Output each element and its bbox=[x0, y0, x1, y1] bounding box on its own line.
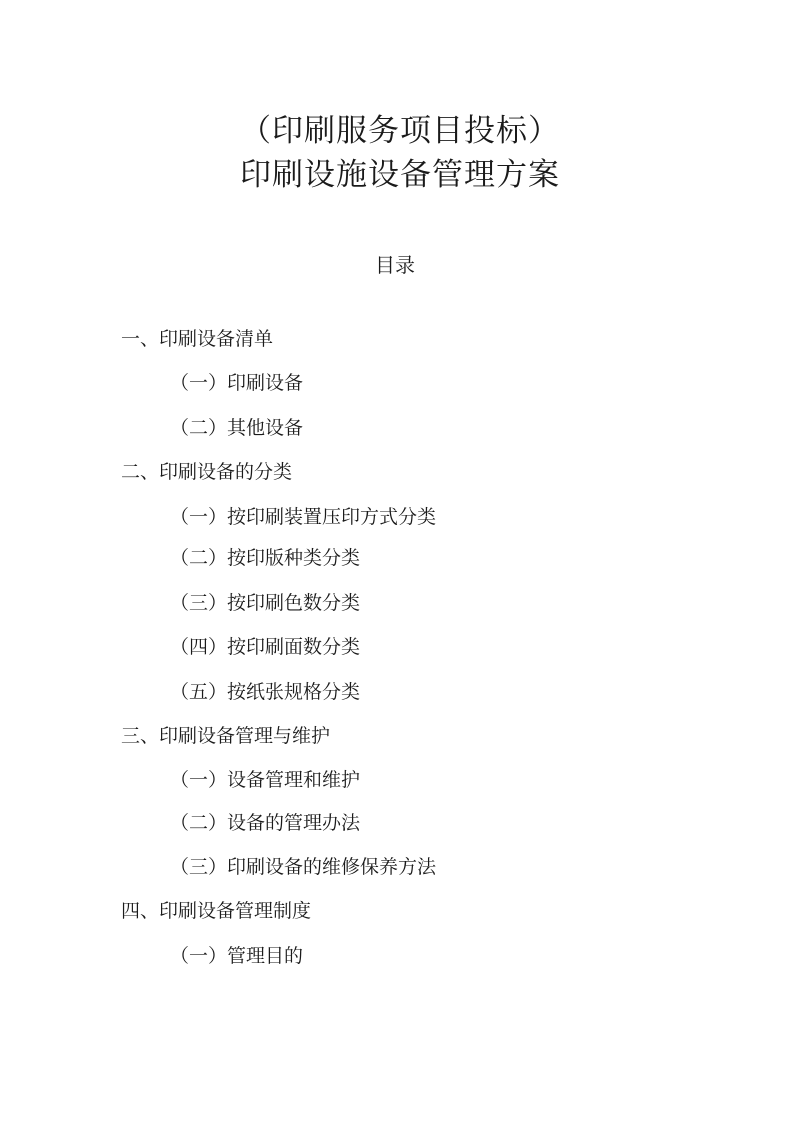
toc-item-section-4[interactable]: 四、印刷设备管理制度 bbox=[121, 900, 312, 922]
toc-heading: 目录 bbox=[375, 253, 415, 277]
toc-item-section-2[interactable]: 二、印刷设备的分类 bbox=[121, 461, 293, 483]
toc-item-section-1[interactable]: 一、印刷设备清单 bbox=[121, 328, 274, 350]
toc-item-1-1[interactable]: （一）印刷设备 bbox=[170, 372, 304, 394]
toc-item-2-3[interactable]: （三）按印刷色数分类 bbox=[170, 592, 361, 614]
toc-item-2-4[interactable]: （四）按印刷面数分类 bbox=[170, 636, 361, 658]
toc-item-3-2[interactable]: （二）设备的管理办法 bbox=[170, 812, 361, 834]
toc-item-2-1[interactable]: （一）按印刷装置压印方式分类 bbox=[170, 506, 437, 528]
document-title-line-1: （印刷服务项目投标） bbox=[240, 113, 560, 149]
toc-item-2-2[interactable]: （二）按印版种类分类 bbox=[170, 547, 361, 569]
toc-item-3-3[interactable]: （三）印刷设备的维修保养方法 bbox=[170, 856, 437, 878]
toc-item-3-1[interactable]: （一）设备管理和维护 bbox=[170, 769, 361, 791]
document-title-line-2: 印刷设施设备管理方案 bbox=[240, 157, 560, 193]
toc-item-2-5[interactable]: （五）按纸张规格分类 bbox=[170, 681, 361, 703]
toc-item-section-3[interactable]: 三、印刷设备管理与维护 bbox=[121, 725, 331, 747]
toc-item-1-2[interactable]: （二）其他设备 bbox=[170, 417, 304, 439]
toc-item-4-1[interactable]: （一）管理目的 bbox=[170, 945, 304, 967]
